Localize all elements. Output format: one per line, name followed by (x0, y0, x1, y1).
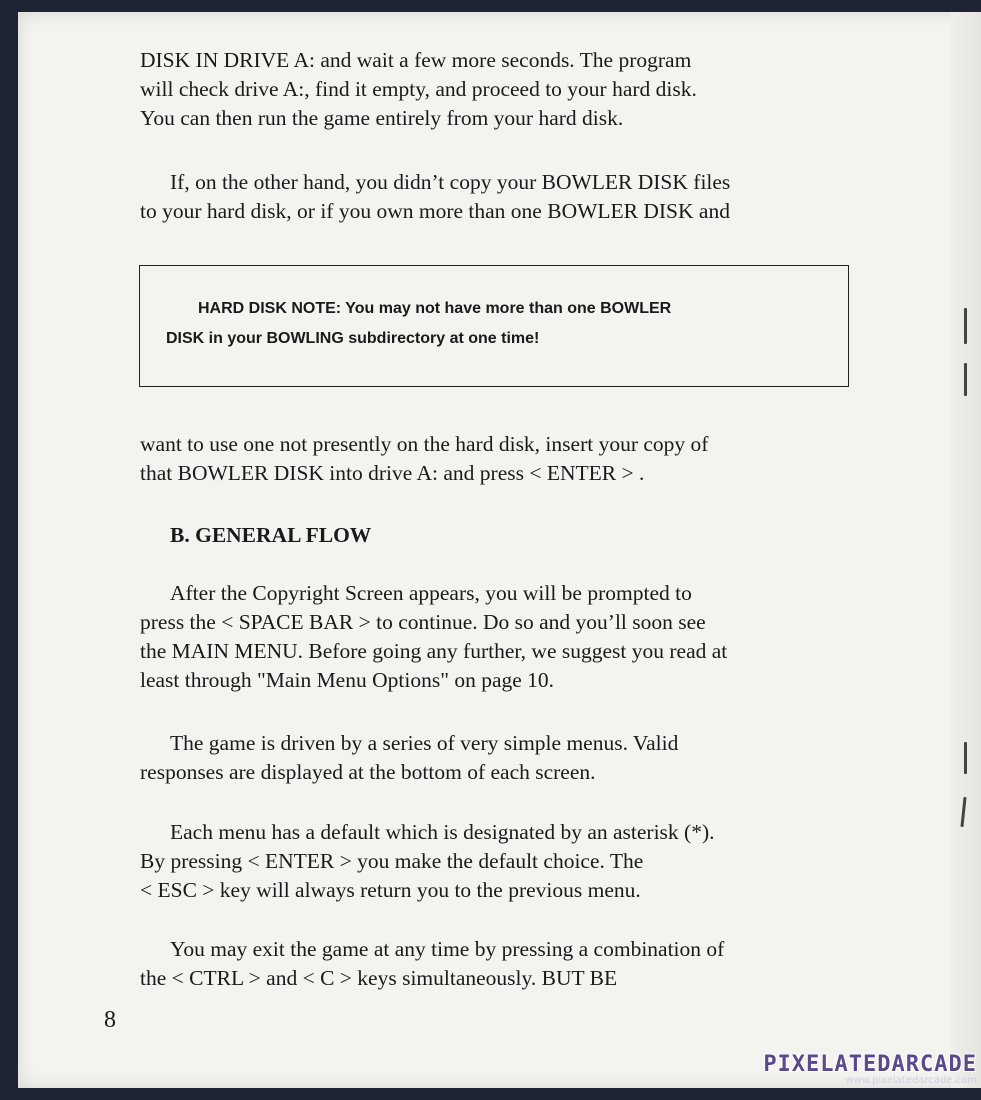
paragraph-copyright (140, 579, 727, 695)
page-number: 8 (104, 1007, 116, 1033)
text-line: DISK IN DRIVE A: and wait a few more seconds. The program (140, 48, 692, 72)
text-line: will check drive A:, find it empty, and proceed to your hard disk. (140, 77, 697, 101)
text-line: the < CTRL > and < C > keys simultaneously. BUT BE (140, 966, 618, 990)
margin-mark (960, 797, 966, 827)
manual-page (18, 12, 981, 1088)
watermark-logo: PIXELATEDARCADE (763, 1052, 977, 1077)
text-line: responses are displayed at the bottom of each screen. (140, 760, 596, 784)
paragraph-other-hand (140, 168, 730, 226)
hard-disk-note (166, 294, 671, 354)
note-line: DISK in your BOWLING subdirectory at one time! (166, 330, 540, 347)
margin-mark (964, 363, 967, 396)
text-line: Each menu has a default which is designated by an asterisk (*). (170, 820, 715, 844)
text-line: least through "Main Menu Options" on page 10. (140, 668, 555, 692)
note-line: HARD DISK NOTE: You may not have more than one BOWLER (198, 300, 672, 317)
paragraph-menus (140, 729, 678, 787)
text-line: If, on the other hand, you didn’t copy your BOWLER DISK files (170, 170, 731, 194)
text-line: After the Copyright Screen appears, you will be prompted to (170, 581, 692, 605)
text-line: You can then run the game entirely from your hard disk. (140, 106, 624, 130)
text-line: that BOWLER DISK into drive A: and press < ENTER > . (140, 461, 645, 485)
watermark-url: www.pixelatedarcade.com (845, 1075, 977, 1086)
margin-mark (964, 308, 967, 344)
paragraph-exit (140, 935, 724, 993)
site-watermark (763, 1052, 977, 1086)
paragraph-drive-a (140, 46, 697, 133)
text-line: want to use one not presently on the hard disk, insert your copy of (140, 432, 709, 456)
hard-disk-note-box (139, 265, 849, 387)
paragraph-default (140, 818, 715, 905)
text-line: The game is driven by a series of very simple menus. Valid (170, 731, 679, 755)
paragraph-insert-copy (140, 430, 708, 488)
section-heading-general-flow (140, 521, 371, 550)
text-line: You may exit the game at any time by pressing a combination of (170, 937, 725, 961)
text-line: press the < SPACE BAR > to continue. Do so and you’ll soon see (140, 610, 706, 634)
page-edge (951, 12, 981, 1088)
heading-text: B. GENERAL FLOW (170, 523, 372, 547)
text-line: By pressing < ENTER > you make the default choice. The (140, 849, 644, 873)
text-line: < ESC > key will always return you to the previous menu. (140, 878, 641, 902)
text-line: the MAIN MENU. Before going any further, we suggest you read at (140, 639, 728, 663)
text-line: to your hard disk, or if you own more than one BOWLER DISK and (140, 199, 730, 223)
margin-mark (964, 742, 967, 774)
